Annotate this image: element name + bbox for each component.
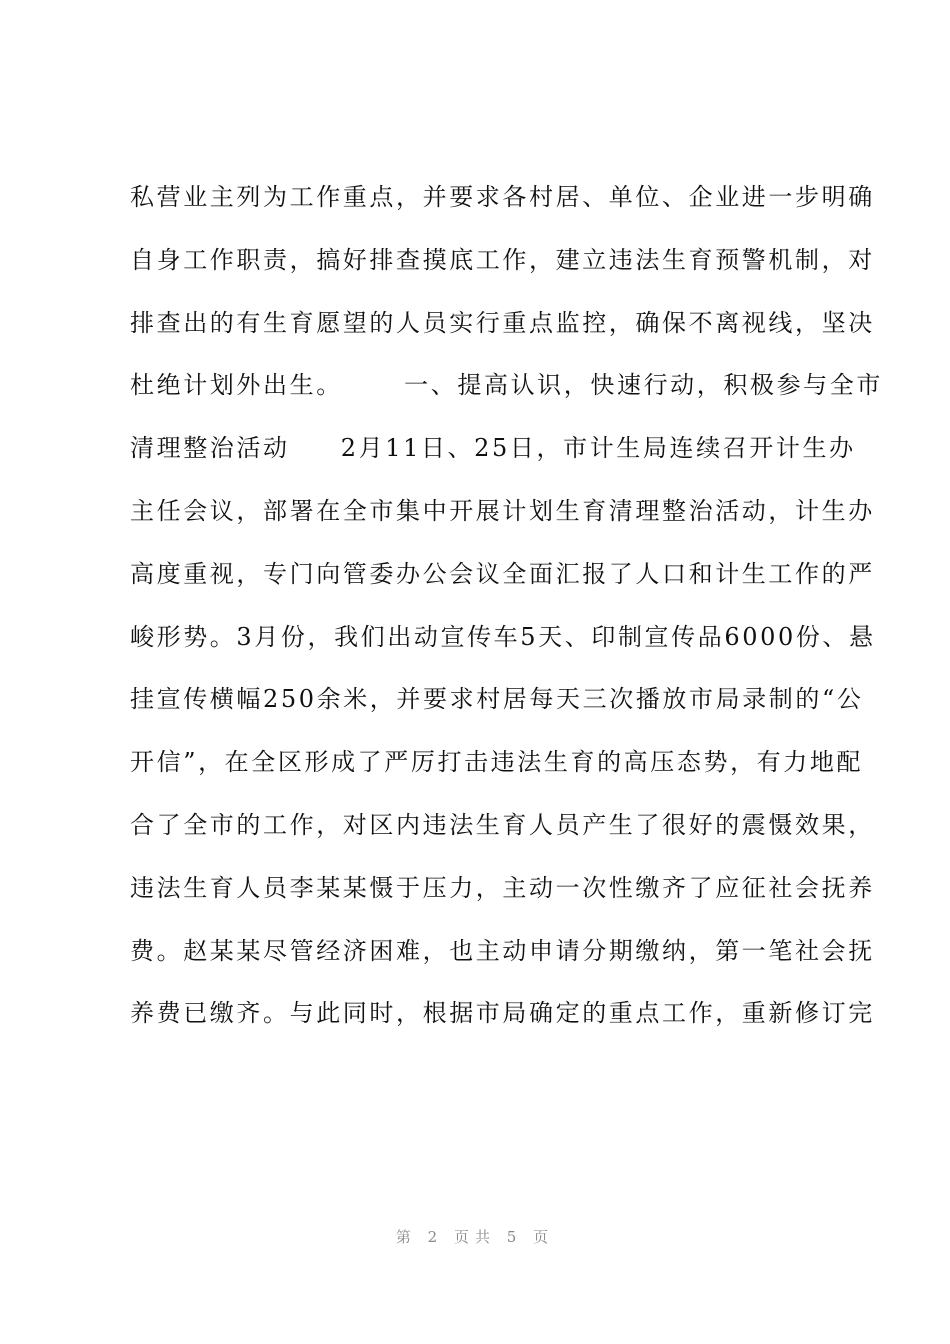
text-line: 自身工作职责，搞好排查摸底工作，建立违法生育预警机制，对	[130, 245, 875, 274]
text-line: 挂宣传横幅250余米，并要求村居每天三次播放市局录制的“公	[130, 685, 864, 714]
page-number-footer: 第 2 页共 5 页	[395, 1228, 555, 1246]
text-line: 违法生育人员李某某慑于压力，主动一次性缴齐了应征社会抚养	[130, 873, 875, 902]
text-line: 费。赵某某尽管经济困难，也主动申请分期缴纳，第一笔社会抚	[130, 936, 875, 965]
body-text	[130, 166, 883, 1045]
text-line: 私营业主列为工作重点，并要求各村居、单位、企业进一步明确	[130, 183, 875, 211]
text-line: 排查出的有生育愿望的人员实行重点监控，确保不离视线，坚决	[130, 308, 875, 337]
text-line: 高度重视，专门向管委办公会议全面汇报了人口和计生工作的严	[130, 559, 875, 588]
text-line: 养费已缴齐。与此同时，根据市局确定的重点工作，重新修订完	[130, 999, 875, 1028]
text-line: 开信”，在全区形成了严厉打击违法生育的高压态势，有力地配	[130, 748, 864, 777]
text-line: 杜绝计划外出生。 一、提高认识，快速行动，积极参与全市	[130, 371, 883, 400]
text-line: 清理整治活动 2月11日、25日，市计生局连续召开计生办	[130, 434, 856, 463]
text-line: 合了全市的工作，对区内违法生育人员产生了很好的震慑效果，	[130, 810, 875, 839]
text-line: 主任会议，部署在全市集中开展计划生育清理整治活动，计生办	[130, 496, 875, 525]
text-line: 峻形势。3月份，我们出动宣传车5天、印制宣传品6000份、悬	[130, 622, 876, 651]
